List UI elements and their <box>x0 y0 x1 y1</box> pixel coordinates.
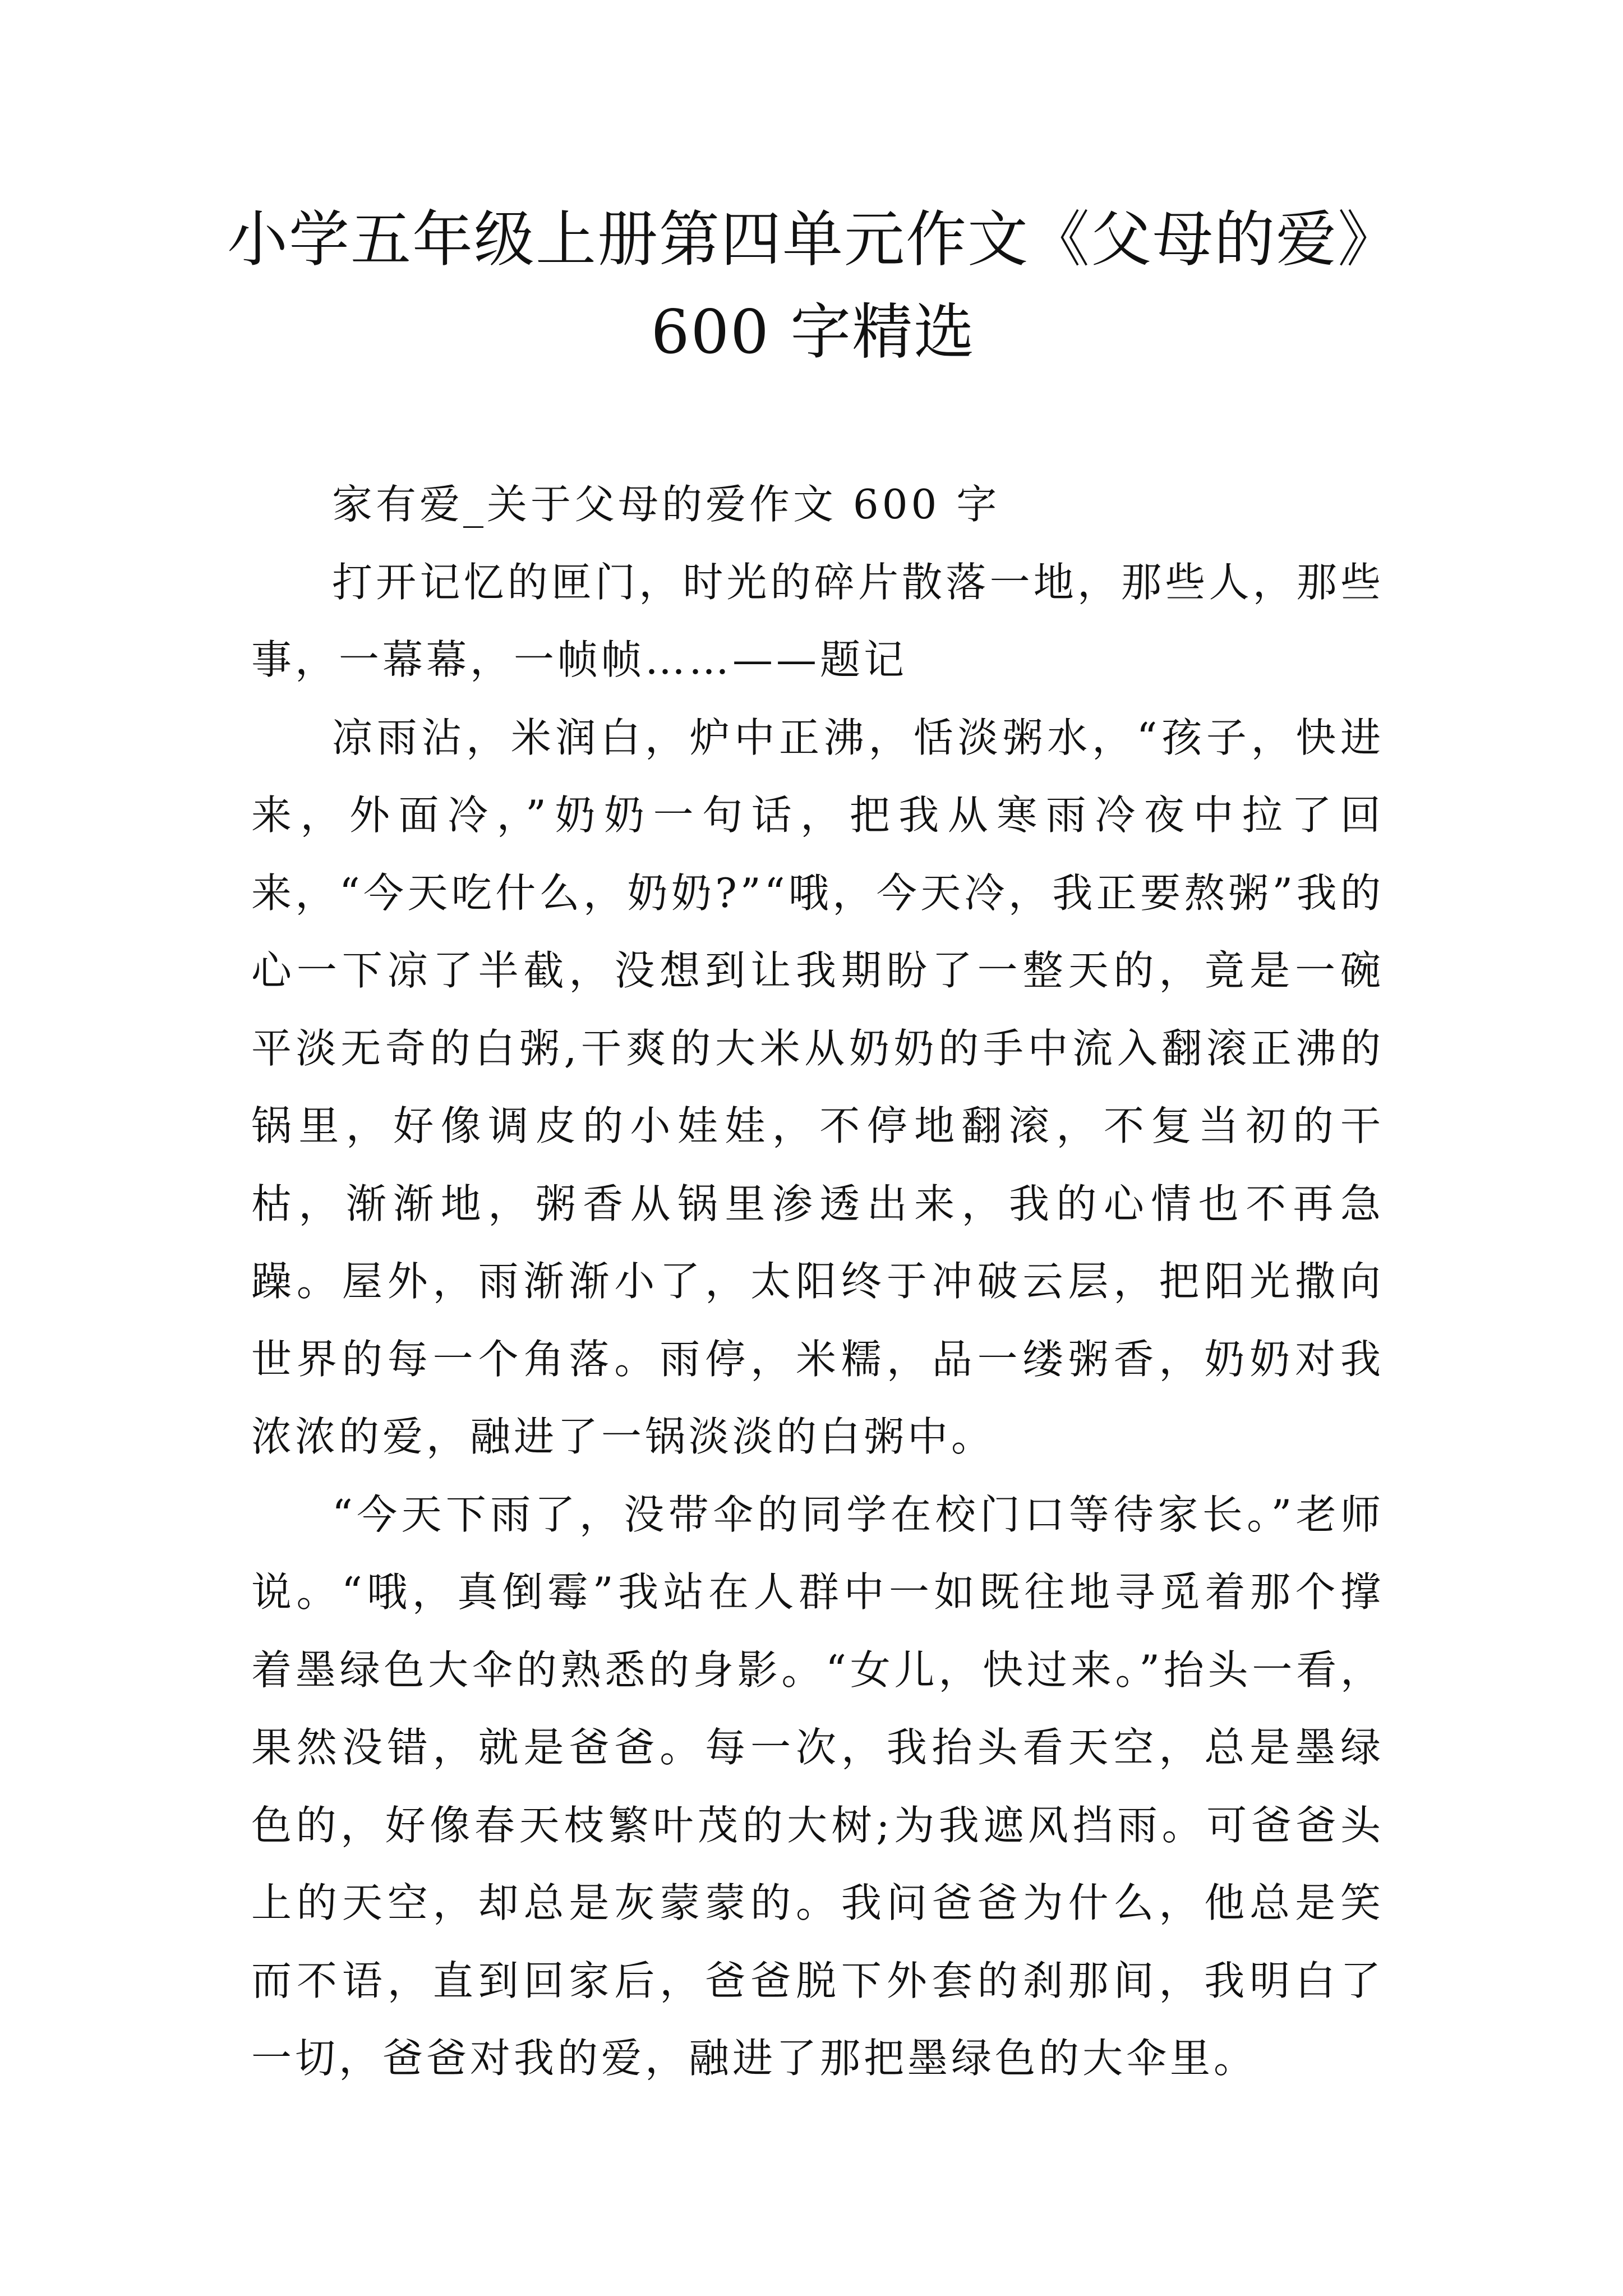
grandma-porridge-paragraph: 凉雨沾，米润白，炉中正沸，恬淡粥水，“孩子，快进来，外面冷，”奶奶一句话，把我从寒雨冷夜中拉了回来，“今天吃什么，奶奶?”“哦，今天冷，我正要熬粥”我的心一下凉了半截，没想到让我期盼了一整天的，竟是一碗平淡无奇的白粥,干爽的大米从奶奶的手中流入翻滚正沸的锅里，好像调皮的小娃娃，不停地翻滚，不复当初的干枯，渐渐地，粥香从锅里渗透出来，我的心情也不再急躁。屋外，雨渐渐小了，太阳终于冲破云层，把阳光撒向世界的每一个角落。雨停，米糯，品一缕粥香，奶奶对我浓浓的爱，融进了一锅淡淡的白粥中。 <box>251 714 1384 1460</box>
epigraph-paragraph: 打开记忆的匣门，时光的碎片散落一地，那些人，那些事，一幕幕，一帧帧……——题记 <box>251 558 1384 683</box>
subtitle-paragraph: 家有爱_关于父母的爱作文 600 字 <box>332 481 1000 528</box>
document-title <box>213 194 1413 379</box>
document-body <box>251 466 1384 2097</box>
title-line-2: 600 字精选 <box>651 297 976 367</box>
title-line-1: 小学五年级上册第四单元作文《父母的爱》 <box>227 205 1399 275</box>
dad-umbrella-paragraph: “今天下雨了，没带伞的同学在校门口等待家长。”老师说。“哦，真倒霉”我站在人群中一如既往地寻觅着那个撑着墨绿色大伞的熟悉的身影。“女儿，快过来。”抬头一看，果然没错，就是爸爸。每一次，我抬头看天空，总是墨绿色的，好像春天枝繁叶茂的大树;为我遮风挡雨。可爸爸头上的天空，却总是灰蒙蒙的。我问爸爸为什么，他总是笑而不语，直到回家后，爸爸脱下外套的刹那间，我明白了一切，爸爸对我的爱，融进了那把墨绿色的大伞里。 <box>251 1490 1384 2082</box>
